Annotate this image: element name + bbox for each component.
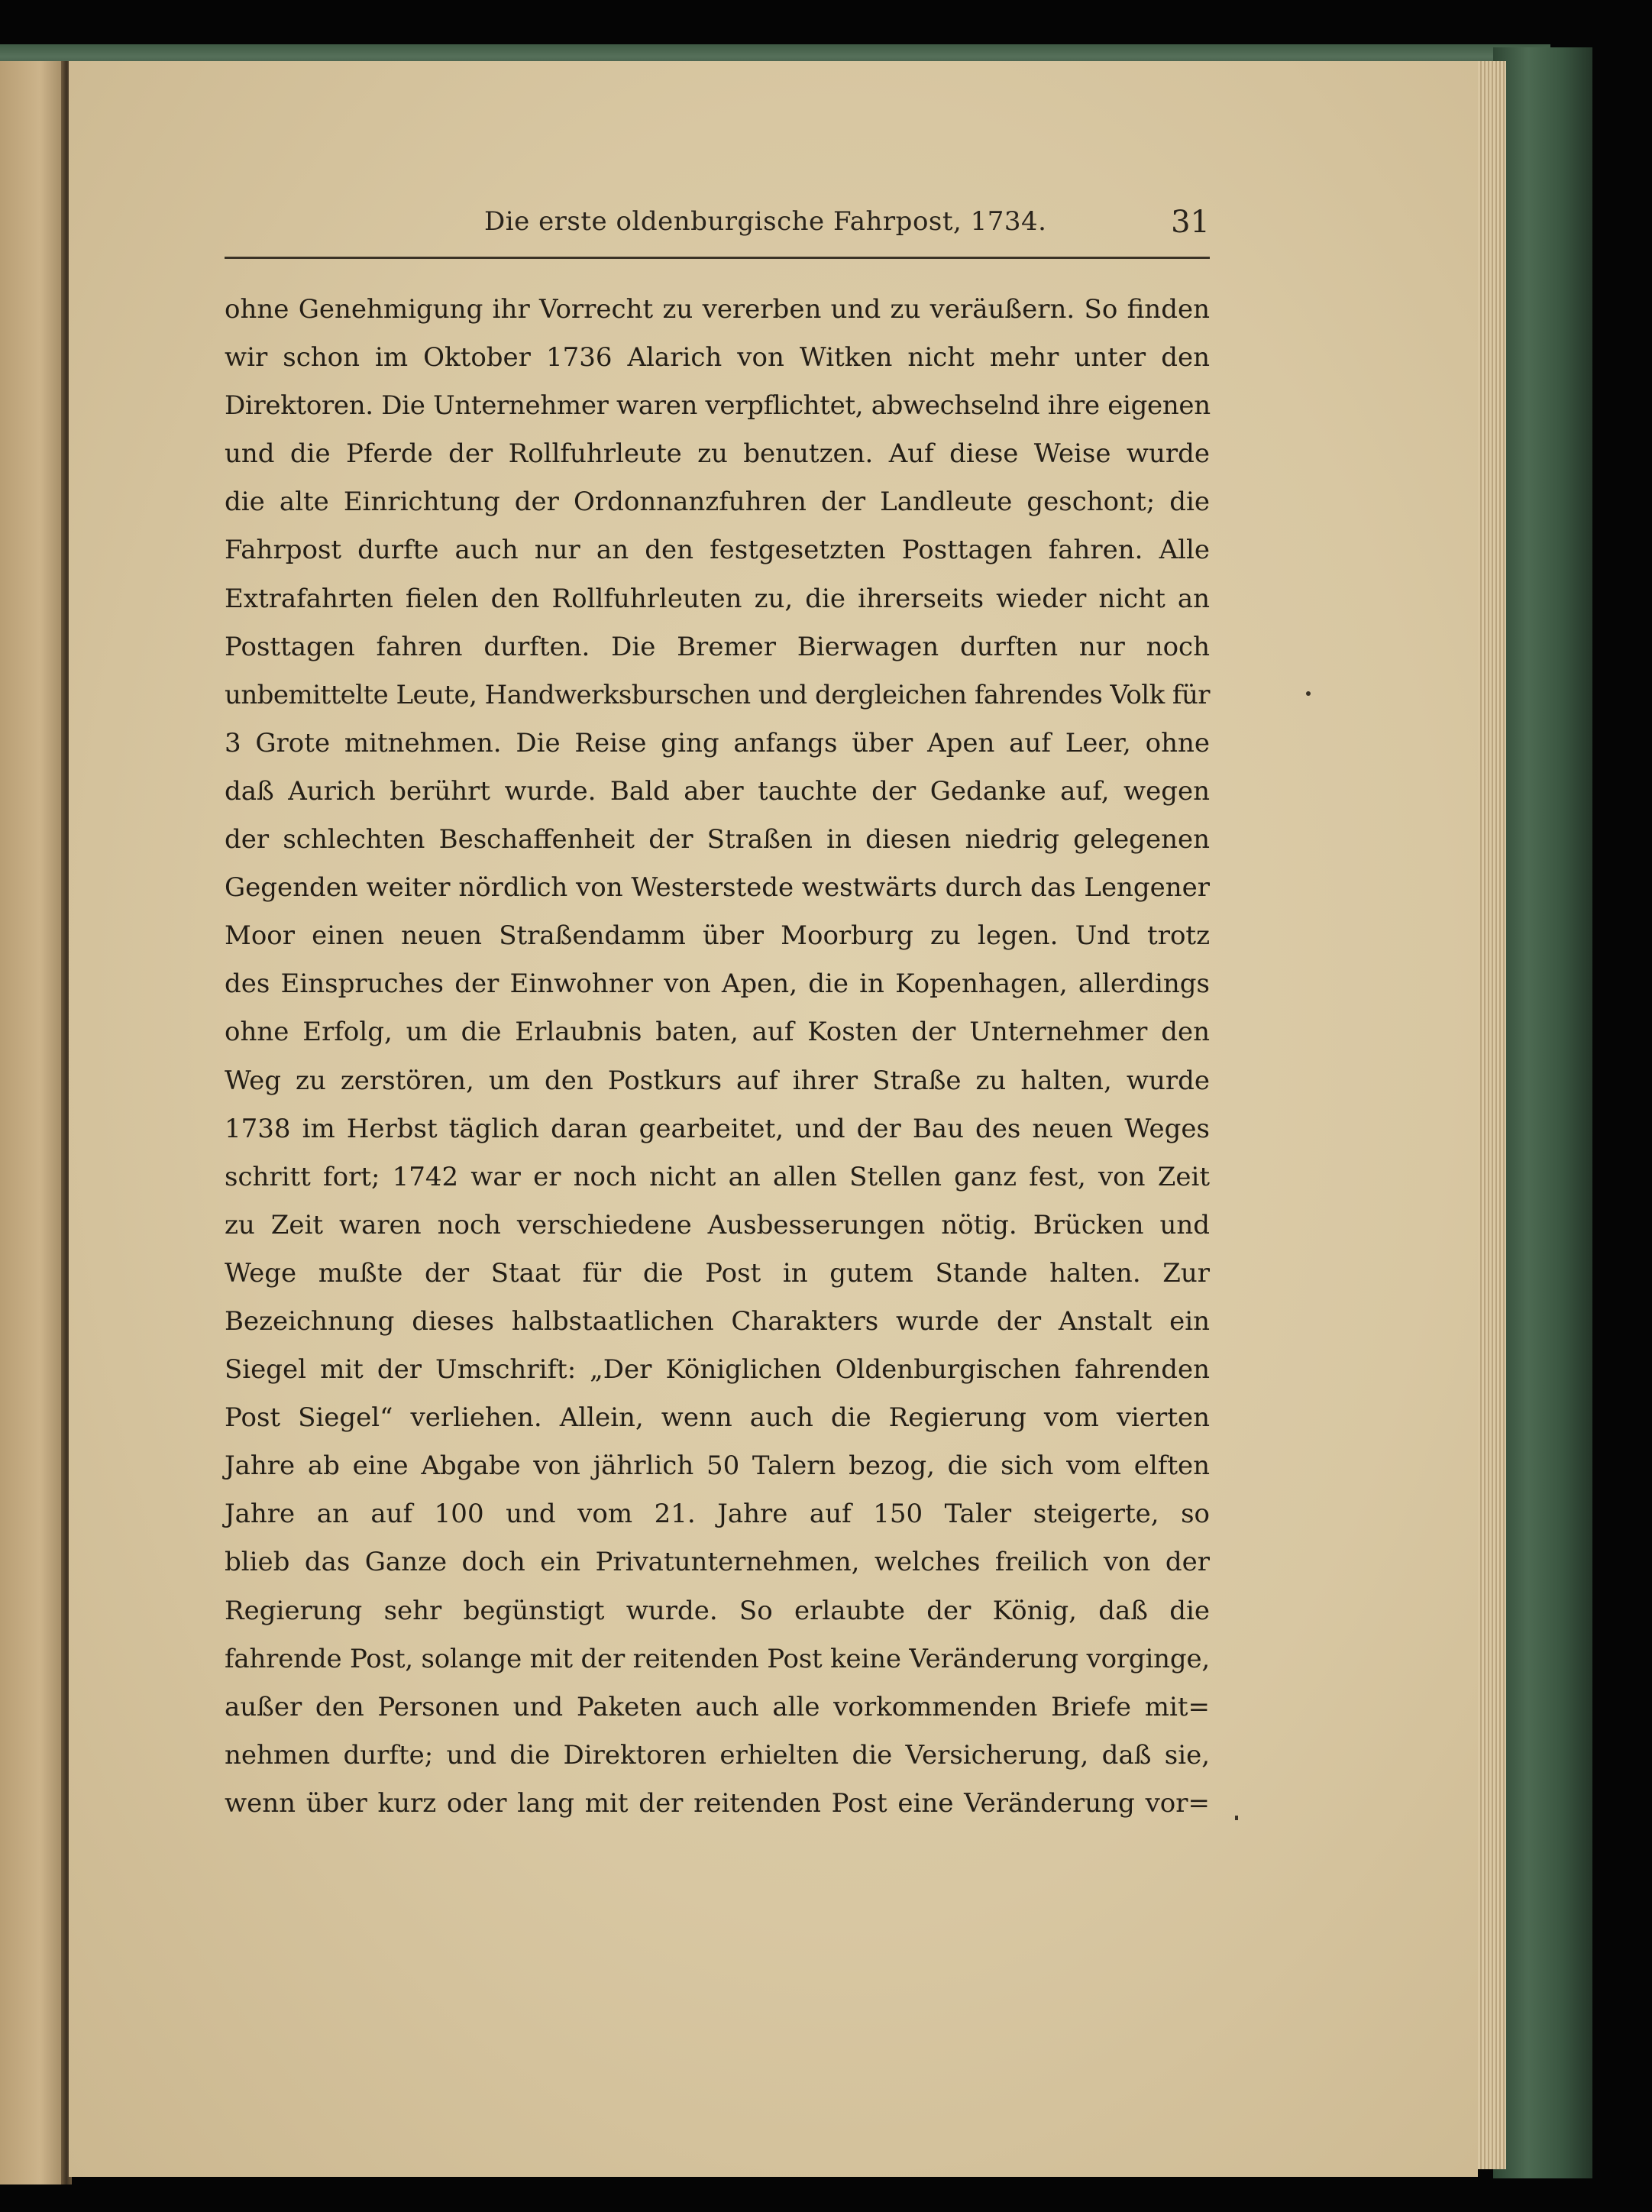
text-line: Posttagen fahren durften. Die Bremer Bierwagen durften nur noch <box>225 631 1210 662</box>
text-line: Regierung sehr begünstigt wurde. So erlaubte der König, daß die <box>225 1595 1210 1626</box>
margin-speck <box>1306 691 1311 696</box>
text-line: Siegel mit der Umschrift: „Der Königlichen Oldenburgischen fahrenden <box>225 1354 1210 1386</box>
text-line: Direktoren. Die Unternehmer waren verpflichtet, abwechselnd ihre eigenen <box>225 390 1211 422</box>
page-fore-edge <box>1474 61 1506 2169</box>
text-line: blieb das Ganze doch ein Privatunternehmen, welches freilich von der <box>225 1547 1210 1578</box>
text-line: Extrafahrten fielen den Rollfuhrleuten zu, die ihrerseits wieder nicht an <box>225 583 1210 614</box>
text-line: des Einspruches der Einwohner von Apen, die in Kopenhagen, allerdings <box>225 969 1210 1000</box>
text-line: Jahre ab eine Abgabe von jährlich 50 Talern bezog, die sich vom elften <box>225 1450 1210 1482</box>
text-line: schritt fort; 1742 war er noch nicht an allen Stellen ganz fest, von Zeit <box>225 1161 1210 1192</box>
body-text <box>225 286 1217 1828</box>
text-line: wir schon im Oktober 1736 Alarich von Witken nicht mehr unter den <box>225 342 1210 374</box>
text-line: fahrende Post, solange mit der reitenden Post keine Veränderung vorginge, <box>225 1643 1210 1674</box>
text-line: ohne Erfolg, um die Erlaubnis baten, auf Kosten der Unternehmer den <box>225 1017 1210 1048</box>
text-line: Post Siegel“ verliehen. Allein, wenn auch die Regierung vom vierten <box>225 1402 1210 1434</box>
text-line: außer den Personen und Paketen auch alle vorkommenden Briefe mit= <box>225 1691 1210 1722</box>
text-line: der schlechten Beschaffenheit der Straßen in diesen niedrig gelegenen <box>225 824 1210 855</box>
text-line: Gegenden weiter nördlich von Westerstede westwärts durch das Lengener <box>225 872 1210 904</box>
text-line: Moor einen neuen Straßendamm über Moorburg zu legen. Und trotz <box>225 920 1210 952</box>
text-line: 1738 im Herbst täglich daran gearbeitet, und der Bau des neuen Weges <box>225 1113 1210 1144</box>
text-line: daß Aurich berührt wurde. Bald aber tauchte der Gedanke auf, wegen <box>225 775 1210 807</box>
text-line: unbemittelte Leute, Handwerksburschen und dergleichen fahrendes Volk für <box>225 679 1210 710</box>
text-line: 3 Grote mitnehmen. Die Reise ging anfangs über Apen auf Leer, ohne <box>225 727 1210 758</box>
text-line: und die Pferde der Rollfuhrleute zu benutzen. Auf diese Weise wurde <box>225 438 1210 470</box>
text-line: wenn über kurz oder lang mit der reitenden Post eine Veränderung vor= <box>225 1787 1210 1819</box>
text-line: die alte Einrichtung der Ordonnanzfuhren der Landleute geschont; die <box>225 487 1210 518</box>
text-line: Jahre an auf 100 und vom 21. Jahre auf 150 Taler steigerte, so <box>225 1499 1210 1530</box>
running-head <box>225 205 1210 251</box>
book-cover-right-edge <box>1493 47 1592 2178</box>
text-line: Fahrpost durfte auch nur an den festgesetzten Posttagen fahren. Alle <box>225 535 1210 566</box>
text-line: Wege mußte der Staat für die Post in gutem Stande halten. Zur <box>225 1257 1210 1289</box>
left-page-edge <box>0 61 67 2185</box>
margin-speck <box>1235 1816 1238 1820</box>
page-number: 31 <box>1171 205 1210 240</box>
running-head-title: Die erste oldenburgische Fahrpost, 1734. <box>484 206 1047 237</box>
text-line: Weg zu zerstören, um den Postkurs auf ihrer Straße zu halten, wurde <box>225 1065 1210 1096</box>
text-line: Bezeichnung dieses halbstaatlichen Charakters wurde der Anstalt ein <box>225 1305 1210 1337</box>
text-line: nehmen durfte; und die Direktoren erhielten die Versicherung, daß sie, <box>225 1739 1210 1771</box>
text-line: zu Zeit waren noch verschiedene Ausbesserungen nötig. Brücken und <box>225 1209 1210 1240</box>
text-line: ohne Genehmigung ihr Vorrecht zu vererben und zu veräußern. So finden <box>225 294 1210 325</box>
header-rule <box>225 257 1210 259</box>
